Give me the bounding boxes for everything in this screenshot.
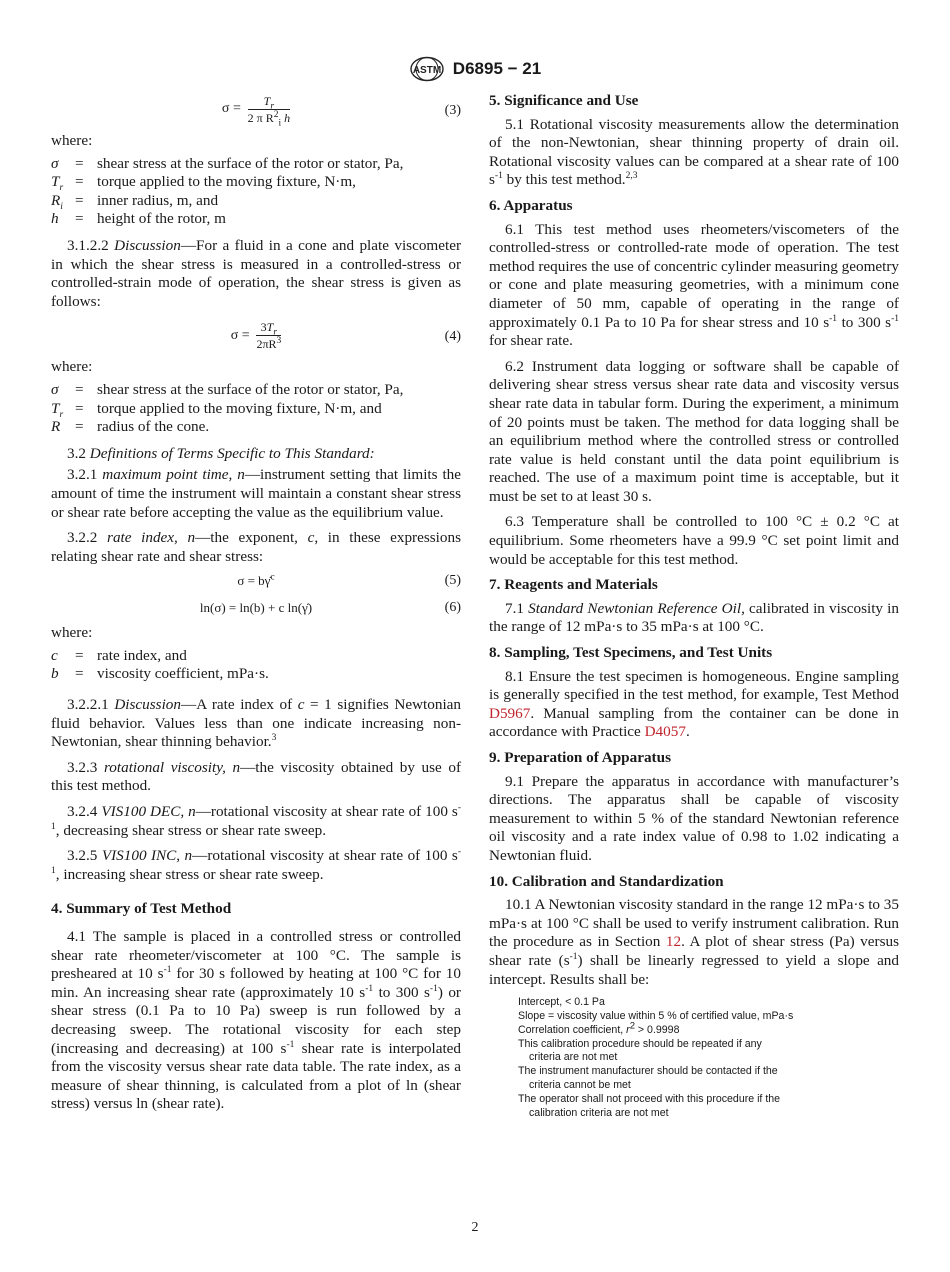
results-line: criteria cannot be met — [529, 1078, 631, 1091]
section-heading: 8. Sampling, Test Specimens, and Test Units — [489, 644, 773, 662]
results-line: The instrument manufacturer should be contacted if the — [518, 1065, 778, 1078]
section-heading: 6. Apparatus — [489, 196, 573, 214]
paragraph-3-2-5: 3.2.5 VIS100 INC, n—rotational viscosity at shear rate of 100 $s^{-1}$, increasing shear stress or shear rate sweep. — [51, 847, 461, 883]
results-line: calibration criteria are not met — [529, 1106, 669, 1119]
results-line: The operator shall not proceed with this procedure if the — [518, 1092, 781, 1105]
paragraph-3-2: 3.2 Definitions of Terms Specific to This Standard: — [67, 444, 375, 462]
paragraph-6-3: 6.3 Temperature shall be controlled to 100 °C ± 0.2 °C at equilibrium. Some rheometers have a 99.9 °C set point limit and would be acceptable for this test method. — [489, 513, 899, 568]
left-column — [51, 92, 461, 1121]
paragraph-3-2-2-1: 3.2.2.1 Discussion—A rate index of c = 1 signifies Newtonian fluid behavior. Values less than one indicate increasing non-Newtonian, shear thinning behavior.$^3$ — [51, 696, 461, 751]
paragraph-5-1: 5.1 Rotational viscosity measurements allow the determination of the non-Newtonian, shear thinning property of drain oil. Rotational viscosity values can be compared at a shear rate of 100 $s^{-1}$ by this test method.$^{2,3}$ — [489, 115, 899, 189]
paragraph-10-1: 10.1 A Newtonian viscosity standard in the range 12 mPa·s to 35 mPa·s at 100 °C shall be used to verify instrument calibration. Run the procedure as in Section 12. A plot of shear stress (Pa) versus shear rate $(s^{-1})$ shall be linearly regressed to yield a slope and intercept. Results shall be: — [489, 896, 899, 988]
equation-number: (4) — [444, 329, 461, 345]
section-heading: 5. Significance and Use — [489, 92, 639, 109]
paragraph-8-1: 8.1 Ensure the test specimen is homogeneous. Engine sampling is generally specified in the test method, for example, Test Method D5967. Manual sampling from the container can be done in accordance with Practice D4057. — [489, 667, 899, 741]
equation-6: ln(σ) = ln(b) + c ln(γ̇) (6) — [51, 597, 461, 620]
results-line: Correlation coefficient, $r^2 > 0.9998$ — [518, 1020, 680, 1036]
paragraph-3-2-2: 3.2.2 rate index, n—the exponent, c, in these expressions relating shear rate and shear stress: — [51, 529, 461, 565]
svg-text:ASTM: ASTM — [412, 65, 441, 76]
paragraph-3-2-3: 3.2.3 rotational viscosity, n—the viscosity obtained by use of this test method. — [51, 758, 462, 795]
results-line: criteria are not met — [529, 1051, 618, 1064]
paragraph-3-2-4: 3.2.4 VIS100 DEC, n—rotational viscosity at shear rate of 100 $s^{-1}$, decreasing shear stress or shear rate sweep. — [51, 802, 461, 839]
paragraph-6-1: 6.1 This test method uses rheometers/viscometers of the controlled-stress or controlled-rate mode of operation. The test method requires the use of concentric cylinder measuring geometry or cone and plate measuring geometries, with a minimum cone diameter of 50 mm, capable of operating in the range of approximately 0.1 Pa to 10 Pa for shear stress and 10 $s^{-1}$ to 300 $s^{-1}$ for shear rate. — [489, 220, 899, 350]
results-line: This calibration procedure should be repeated if any — [518, 1037, 762, 1050]
equation-number: (6) — [444, 600, 461, 616]
equation-3: σ = $\frac{T_r}{2 \pi R^2_i h}$ (3) — [221, 94, 461, 129]
paragraph-9-1: 9.1 Prepare the apparatus in accordance with manufacturer’s directions. The apparatus shall be capable of viscosity measurement to within 5 % of the standard Newtonian reference oil viscosity and a rate index value of 0.98 to 1.02 indicating a Newtonian fluid. — [489, 772, 899, 864]
definition-list: σ = shear stress at the surface of the rotor or stator, Pa, $T_r$ = torque applied to the moving fixture, N·m, $R_i$ = inner radius, m, and h = height of the rotor, m — [51, 154, 404, 228]
reference-link-d4057[interactable]: D4057 — [644, 723, 686, 741]
where-label: where: — [51, 132, 93, 149]
equation-5: σ = bγ̇$^c$ (5) — [51, 570, 461, 593]
results-line: Slope = viscosity value within 5 % of certified value, mPa·s — [518, 1009, 794, 1022]
equation-number: (5) — [444, 573, 461, 589]
paragraph-4-1: 4.1 The sample is placed in a controlled stress or controlled shear rate rheometer/viscometer at 100 °C. The sample is presheared at 10 $s^{-1}$ for 30 s followed by heating at 100 °C for 10 min. An increasing shear rate (approximately 10 $s^{-1}$ to 300 $s^{-1}$) or shear stress (0.1 Pa to 10 Pa) sweep is run followed by a decreasing sweep. The rotational viscosity for each step (increasing and decreasing) at 100 $s^{-1}$ shear rate is interpolated from the viscosity versus shear rate data table. The rate index, as a measure of shear thinning, is calculated from a plot of ln (shear stress) versus ln (shear rate). — [51, 928, 461, 1113]
equation-4: σ = $\frac{3T_r}{2\pi R^3}$ (4) — [230, 320, 461, 352]
results-line: Intercept, < 0.1 Pa — [518, 996, 605, 1009]
section-link-12[interactable]: 12 — [665, 933, 682, 951]
section-heading: 7. Reagents and Materials — [489, 576, 658, 594]
where-label: where: — [51, 358, 93, 376]
paragraph-7-1: 7.1 Standard Newtonian Reference Oil, calibrated in viscosity in the range of 12 mPa·s to 35 mPa·s at 100 °C. — [489, 599, 899, 636]
reference-link-d5967[interactable]: D5967 — [489, 704, 531, 722]
paragraph-6-2: 6.2 Instrument data logging or software shall be capable of delivering shear stress versus shear rate data and viscosity versus shear rate data in tabular form. During the experiment, a minimum of 20 points must be taken. The method for data logging shall be an equilibrium method where the controlled stress or controlled rate value is held constant until the data point equilibrium is reached. The use of a maximum point time is acceptable, but it must be set to at least 30 s. — [489, 357, 899, 505]
paragraph-3-1-2-2: 3.1.2.2 Discussion—For a fluid in a cone and plate viscometer in which the shear stress is measured in a controlled-stress or controlled-strain mode of operation, the shear stress is given as follows: — [51, 236, 462, 310]
section-heading: 4. Summary of Test Method — [51, 900, 232, 918]
page-number: 2 — [471, 1220, 479, 1235]
right-column — [489, 92, 899, 1120]
calibration-results-list — [518, 996, 899, 1120]
definition-list: c = rate index, and b = viscosity coefficient, mPa·s. — [51, 646, 269, 683]
section-heading: 9. Preparation of Apparatus — [489, 749, 671, 766]
equation-number: (3) — [444, 103, 461, 118]
where-label: where: — [51, 624, 93, 642]
astm-logo-icon — [409, 56, 445, 82]
page-header — [0, 56, 950, 82]
document-designation: D6895 − 21 — [452, 59, 542, 78]
definition-list: σ = shear stress at the surface of the rotor or stator, Pa, $T_r$ = torque applied to the moving fixture, N·m, and R = radius of the cone. — [51, 380, 404, 436]
section-heading: 10. Calibration and Standardization — [489, 872, 724, 890]
paragraph-3-2-1: 3.2.1 maximum point time, n—instrument setting that limits the amount of time the instrument will maintain a constant shear stress or shear rate before accepting the value as the equilibrium value. — [51, 466, 462, 521]
